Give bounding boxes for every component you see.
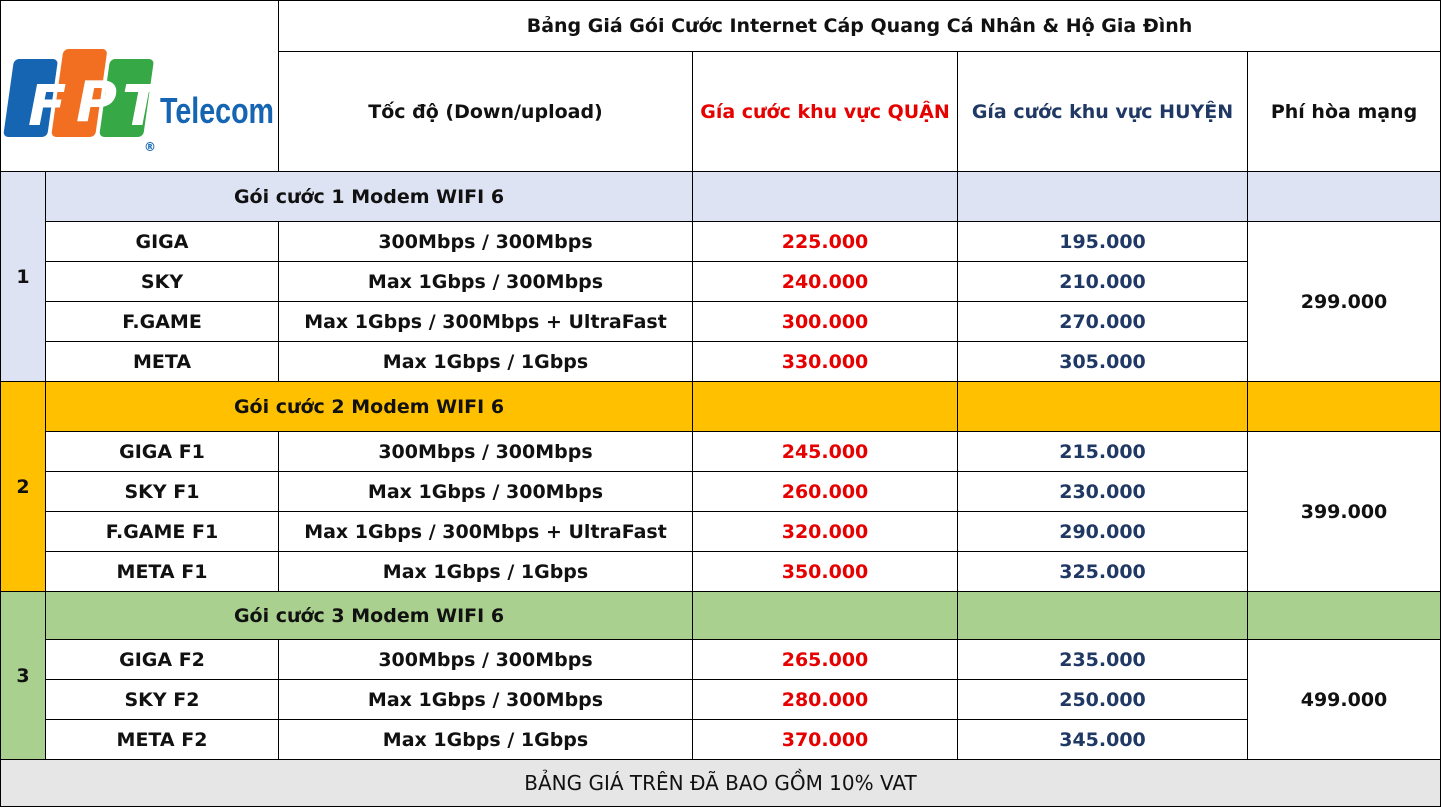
group-index: 3 bbox=[1, 592, 46, 760]
plan-speed: Max 1Gbps / 300Mbps + UltraFast bbox=[279, 302, 693, 342]
price-district: 265.000 bbox=[693, 640, 958, 680]
price-rural: 230.000 bbox=[958, 472, 1248, 512]
group-title: Gói cước 2 Modem WIFI 6 bbox=[46, 382, 693, 432]
price-district: 245.000 bbox=[693, 432, 958, 472]
group-fill-cell bbox=[1248, 592, 1441, 640]
price-district: 240.000 bbox=[693, 262, 958, 302]
table-row bbox=[1, 472, 1441, 512]
price-rural: 325.000 bbox=[958, 552, 1248, 592]
plan-name: META bbox=[46, 342, 279, 382]
logo-cell bbox=[1, 1, 279, 172]
price-district: 260.000 bbox=[693, 472, 958, 512]
table-row bbox=[1, 552, 1441, 592]
svg-text:®: ® bbox=[143, 140, 156, 154]
price-rural: 305.000 bbox=[958, 342, 1248, 382]
plan-name: META F1 bbox=[46, 552, 279, 592]
plan-speed: Max 1Gbps / 1Gbps bbox=[279, 720, 693, 760]
price-district: 225.000 bbox=[693, 222, 958, 262]
price-rural: 345.000 bbox=[958, 720, 1248, 760]
plan-speed: Max 1Gbps / 300Mbps bbox=[279, 472, 693, 512]
table-row bbox=[1, 432, 1441, 472]
table-row bbox=[1, 512, 1441, 552]
price-district: 320.000 bbox=[693, 512, 958, 552]
table-row bbox=[1, 720, 1441, 760]
group-header-row bbox=[1, 592, 1441, 640]
header-speed: Tốc độ (Down/upload) bbox=[279, 52, 693, 172]
group-fill-cell bbox=[958, 382, 1248, 432]
group-fill-cell bbox=[693, 382, 958, 432]
group-fill-cell bbox=[958, 172, 1248, 222]
table-row bbox=[1, 222, 1441, 262]
price-district: 330.000 bbox=[693, 342, 958, 382]
plan-speed: 300Mbps / 300Mbps bbox=[279, 432, 693, 472]
fpt-telecom-logo bbox=[1, 21, 278, 154]
price-rural: 270.000 bbox=[958, 302, 1248, 342]
plan-speed: 300Mbps / 300Mbps bbox=[279, 640, 693, 680]
price-rural: 195.000 bbox=[958, 222, 1248, 262]
table-row bbox=[1, 342, 1441, 382]
group-header-row bbox=[1, 382, 1441, 432]
vat-footer-note: BẢNG GIÁ TRÊN ĐÃ BAO GỒM 10% VAT bbox=[1, 760, 1441, 807]
svg-text:T: T bbox=[121, 74, 160, 139]
svg-text:P: P bbox=[75, 70, 117, 135]
table-row bbox=[1, 680, 1441, 720]
plan-speed: Max 1Gbps / 300Mbps bbox=[279, 262, 693, 302]
price-rural: 215.000 bbox=[958, 432, 1248, 472]
table-title: Bảng Giá Gói Cước Internet Cáp Quang Cá Nhân & Hộ Gia Đình bbox=[279, 1, 1441, 52]
group-fill-cell bbox=[958, 592, 1248, 640]
table-row bbox=[1, 262, 1441, 302]
install-fee: 299.000 bbox=[1248, 222, 1441, 382]
price-rural: 290.000 bbox=[958, 512, 1248, 552]
group-title: Gói cước 3 Modem WIFI 6 bbox=[46, 592, 693, 640]
plan-name: SKY F1 bbox=[46, 472, 279, 512]
group-index: 1 bbox=[1, 172, 46, 382]
plan-name: META F2 bbox=[46, 720, 279, 760]
group-fill-cell bbox=[693, 592, 958, 640]
price-district: 350.000 bbox=[693, 552, 958, 592]
plan-name: F.GAME F1 bbox=[46, 512, 279, 552]
group-fill-cell bbox=[1248, 172, 1441, 222]
plan-speed: Max 1Gbps / 1Gbps bbox=[279, 552, 693, 592]
plan-name: SKY F2 bbox=[46, 680, 279, 720]
group-fill-cell bbox=[1248, 382, 1441, 432]
fpt-logo-icon bbox=[4, 31, 276, 154]
group-index: 2 bbox=[1, 382, 46, 592]
install-fee: 499.000 bbox=[1248, 640, 1441, 760]
table-row bbox=[1, 302, 1441, 342]
price-rural: 210.000 bbox=[958, 262, 1248, 302]
group-title: Gói cước 1 Modem WIFI 6 bbox=[46, 172, 693, 222]
group-fill-cell bbox=[693, 172, 958, 222]
plan-name: GIGA bbox=[46, 222, 279, 262]
plan-name: GIGA F1 bbox=[46, 432, 279, 472]
svg-text:Telecom: Telecom bbox=[159, 90, 274, 131]
price-district: 300.000 bbox=[693, 302, 958, 342]
price-rural: 235.000 bbox=[958, 640, 1248, 680]
plan-speed: Max 1Gbps / 300Mbps bbox=[279, 680, 693, 720]
price-district: 370.000 bbox=[693, 720, 958, 760]
table-row bbox=[1, 640, 1441, 680]
header-price-district: Gía cước khu vực QUẬN bbox=[693, 52, 958, 172]
group-header-row bbox=[1, 172, 1441, 222]
plan-speed: Max 1Gbps / 1Gbps bbox=[279, 342, 693, 382]
header-price-rural: Gía cước khu vực HUYỆN bbox=[958, 52, 1248, 172]
install-fee: 399.000 bbox=[1248, 432, 1441, 592]
plan-speed: Max 1Gbps / 300Mbps + UltraFast bbox=[279, 512, 693, 552]
plan-name: SKY bbox=[46, 262, 279, 302]
plan-name: GIGA F2 bbox=[46, 640, 279, 680]
plan-speed: 300Mbps / 300Mbps bbox=[279, 222, 693, 262]
header-install-fee: Phí hòa mạng bbox=[1248, 52, 1441, 172]
svg-text:F: F bbox=[27, 74, 66, 139]
plan-name: F.GAME bbox=[46, 302, 279, 342]
price-district: 280.000 bbox=[693, 680, 958, 720]
price-rural: 250.000 bbox=[958, 680, 1248, 720]
